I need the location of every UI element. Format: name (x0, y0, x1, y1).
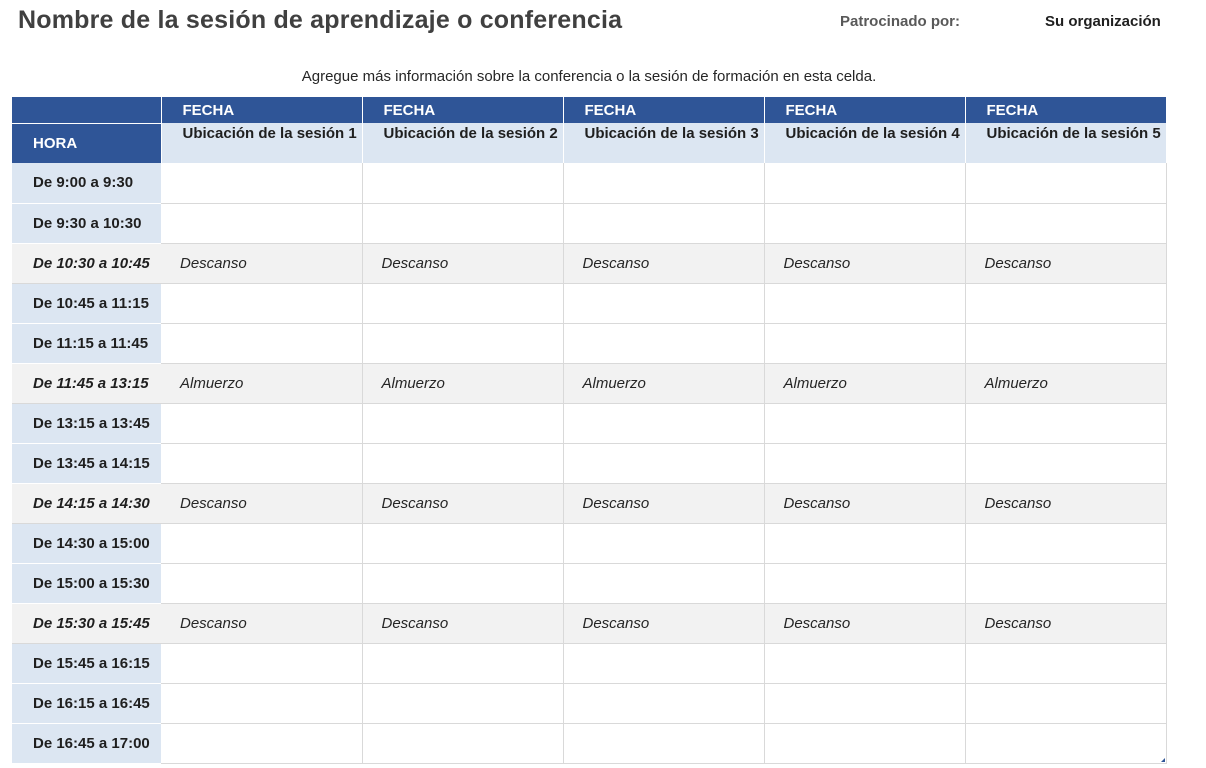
sponsor-label: Patrocinado por: (840, 13, 961, 30)
session-cell[interactable] (563, 683, 764, 723)
session-cell[interactable] (764, 203, 965, 243)
session-cell[interactable] (965, 683, 1166, 723)
session-cell[interactable] (563, 723, 764, 763)
time-slot-cell[interactable]: De 13:15 a 13:45 (12, 403, 161, 443)
session-cell[interactable] (965, 283, 1166, 323)
session-cell[interactable] (563, 443, 764, 483)
session-cell[interactable] (764, 403, 965, 443)
schedule-table (12, 97, 1167, 764)
session-cell[interactable] (161, 283, 362, 323)
session-cell[interactable] (161, 643, 362, 683)
schedule-body (12, 163, 1166, 763)
schedule-row (12, 723, 1166, 763)
time-slot-cell[interactable]: De 10:45 a 11:15 (12, 283, 161, 323)
session-cell[interactable] (362, 323, 563, 363)
session-cell[interactable] (161, 563, 362, 603)
break-cell[interactable]: Descanso (563, 603, 764, 643)
session-cell[interactable] (161, 523, 362, 563)
time-slot-cell[interactable]: De 15:30 a 15:45 (12, 603, 161, 643)
session-cell[interactable] (965, 163, 1166, 203)
info-cell[interactable]: Agregue más información sobre la conferencia o la sesión de formación en esta celda. (301, 68, 877, 85)
schedule-row (12, 563, 1166, 603)
time-slot-cell[interactable]: De 16:45 a 17:00 (12, 723, 161, 763)
break-cell[interactable]: Descanso (362, 243, 563, 283)
time-slot-cell[interactable]: De 15:45 a 16:15 (12, 643, 161, 683)
schedule-row (12, 683, 1166, 723)
session-cell[interactable] (563, 323, 764, 363)
session-cell[interactable] (362, 683, 563, 723)
session-location-header-1[interactable]: Ubicación de la sesión 1 (161, 123, 362, 163)
schedule-row (12, 283, 1166, 323)
break-cell[interactable]: Descanso (161, 603, 362, 643)
time-slot-cell[interactable]: De 9:30 a 10:30 (12, 203, 161, 243)
break-cell[interactable]: Descanso (362, 603, 563, 643)
session-cell[interactable] (362, 523, 563, 563)
time-slot-cell[interactable]: De 13:45 a 14:15 (12, 443, 161, 483)
session-cell[interactable] (362, 643, 563, 683)
time-slot-cell[interactable]: De 11:45 a 13:15 (12, 363, 161, 403)
schedule-row (12, 363, 1166, 403)
time-slot-cell[interactable]: De 15:00 a 15:30 (12, 563, 161, 603)
time-slot-cell[interactable]: De 10:30 a 10:45 (12, 243, 161, 283)
date-header-2[interactable]: FECHA (362, 97, 563, 123)
schedule-row (12, 403, 1166, 443)
session-cell[interactable] (563, 203, 764, 243)
session-cell[interactable] (563, 563, 764, 603)
session-cell[interactable] (563, 523, 764, 563)
break-cell[interactable]: Descanso (764, 483, 965, 523)
session-cell[interactable] (563, 283, 764, 323)
schedule-row (12, 203, 1166, 243)
session-cell[interactable] (161, 163, 362, 203)
break-cell[interactable]: Descanso (362, 483, 563, 523)
session-location-header-2[interactable]: Ubicación de la sesión 2 (362, 123, 563, 163)
time-slot-cell[interactable]: De 11:15 a 11:45 (12, 323, 161, 363)
schedule-row (12, 603, 1166, 643)
date-header-5[interactable]: FECHA (965, 97, 1166, 123)
break-cell[interactable]: Almuerzo (965, 363, 1166, 403)
hora-header[interactable]: HORA (12, 123, 161, 163)
session-cell[interactable] (965, 443, 1166, 483)
session-cell[interactable] (362, 723, 563, 763)
session-cell[interactable] (161, 723, 362, 763)
table-resize-handle[interactable] (1161, 758, 1165, 762)
session-cell[interactable] (764, 683, 965, 723)
session-cell[interactable] (764, 563, 965, 603)
session-cell[interactable] (764, 443, 965, 483)
break-cell[interactable]: Almuerzo (161, 363, 362, 403)
session-cell[interactable] (161, 443, 362, 483)
break-cell[interactable]: Descanso (965, 603, 1166, 643)
session-cell[interactable] (965, 523, 1166, 563)
date-header-3[interactable]: FECHA (563, 97, 764, 123)
break-cell[interactable]: Descanso (161, 483, 362, 523)
schedule-row (12, 443, 1166, 483)
schedule-row (12, 323, 1166, 363)
break-cell[interactable]: Descanso (563, 243, 764, 283)
document-title[interactable]: Nombre de la sesión de aprendizaje o conferencia (18, 6, 623, 34)
session-cell[interactable] (965, 403, 1166, 443)
session-cell[interactable] (764, 163, 965, 203)
break-cell[interactable]: Almuerzo (563, 363, 764, 403)
schedule-row (12, 163, 1166, 203)
session-cell[interactable] (764, 643, 965, 683)
date-header-4[interactable]: FECHA (764, 97, 965, 123)
session-cell[interactable] (563, 163, 764, 203)
session-cell[interactable] (965, 563, 1166, 603)
break-cell[interactable]: Descanso (161, 243, 362, 283)
session-cell[interactable] (965, 723, 1166, 763)
header-corner-cell[interactable] (12, 97, 161, 123)
session-cell[interactable] (362, 163, 563, 203)
location-header-row (12, 123, 1166, 163)
break-cell[interactable]: Almuerzo (764, 363, 965, 403)
session-cell[interactable] (965, 643, 1166, 683)
schedule-row (12, 243, 1166, 283)
session-cell[interactable] (161, 323, 362, 363)
session-cell[interactable] (362, 403, 563, 443)
session-cell[interactable] (362, 443, 563, 483)
session-cell[interactable] (161, 403, 362, 443)
time-slot-cell[interactable]: De 9:00 a 9:30 (12, 163, 161, 203)
session-cell[interactable] (362, 283, 563, 323)
session-cell[interactable] (362, 203, 563, 243)
break-cell[interactable]: Descanso (764, 243, 965, 283)
session-location-header-4[interactable]: Ubicación de la sesión 4 (764, 123, 965, 163)
session-location-header-5[interactable]: Ubicación de la sesión 5 (965, 123, 1166, 163)
schedule-row (12, 483, 1166, 523)
session-cell[interactable] (965, 203, 1166, 243)
date-header-1[interactable]: FECHA (161, 97, 362, 123)
session-cell[interactable] (965, 323, 1166, 363)
break-cell[interactable]: Descanso (563, 483, 764, 523)
break-cell[interactable]: Almuerzo (362, 363, 563, 403)
time-slot-cell[interactable]: De 16:15 a 16:45 (12, 683, 161, 723)
session-cell[interactable] (764, 523, 965, 563)
organization-name[interactable]: Su organización (1045, 13, 1161, 30)
session-cell[interactable] (563, 643, 764, 683)
break-cell[interactable]: Descanso (965, 243, 1166, 283)
break-cell[interactable]: Descanso (965, 483, 1166, 523)
session-cell[interactable] (764, 723, 965, 763)
time-slot-cell[interactable]: De 14:15 a 14:30 (12, 483, 161, 523)
session-location-header-3[interactable]: Ubicación de la sesión 3 (563, 123, 764, 163)
session-cell[interactable] (362, 563, 563, 603)
schedule-row (12, 523, 1166, 563)
session-cell[interactable] (161, 203, 362, 243)
session-cell[interactable] (161, 683, 362, 723)
time-slot-cell[interactable]: De 14:30 a 15:00 (12, 523, 161, 563)
session-cell[interactable] (764, 283, 965, 323)
break-cell[interactable]: Descanso (764, 603, 965, 643)
date-header-row (12, 97, 1166, 123)
session-cell[interactable] (764, 323, 965, 363)
schedule-row (12, 643, 1166, 683)
session-cell[interactable] (563, 403, 764, 443)
